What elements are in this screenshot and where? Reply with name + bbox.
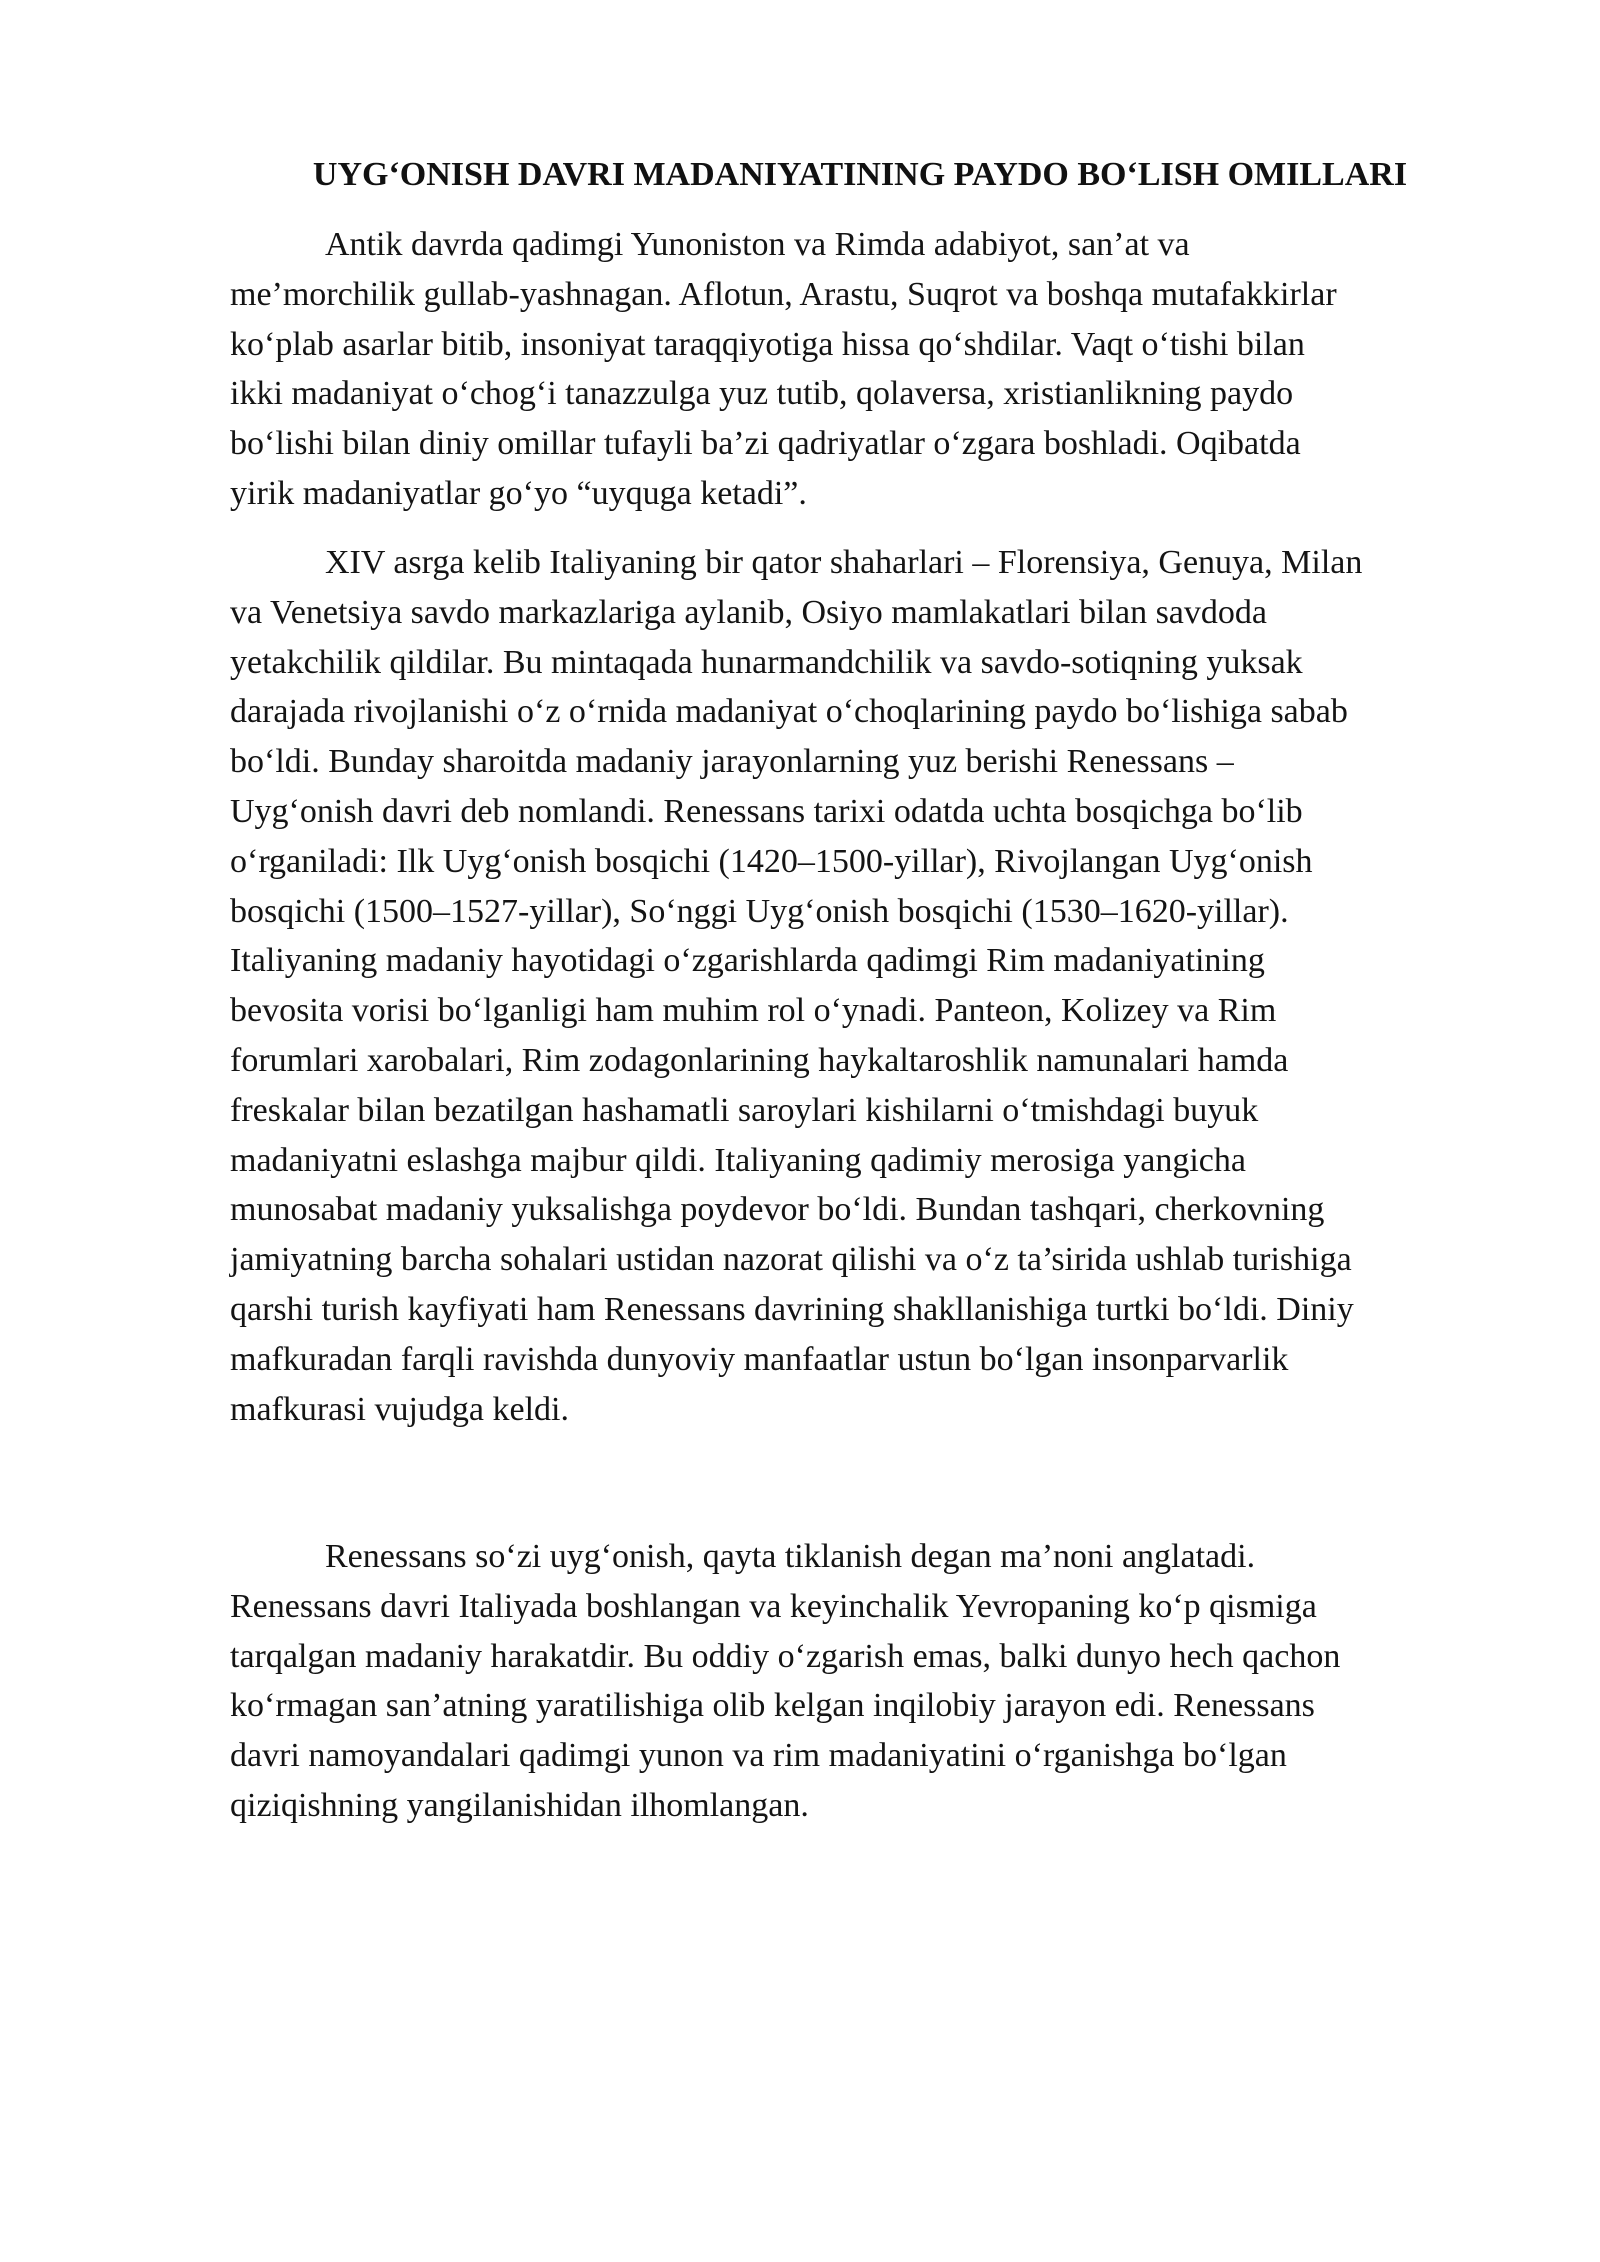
paragraph-line: ikki madaniyat o‘chog‘i tanazzulga yuz tutib, qolaversa, xristianlikning paydo	[230, 375, 1294, 413]
paragraph-line: bosqichi (1500–1527-yillar), So‘nggi Uyg‘onish bosqichi (1530–1620-yillar).	[230, 892, 1289, 930]
paragraph-line: yetakchilik qildilar. Bu mintaqada hunarmandchilik va savdo-sotiqning yuksak	[230, 643, 1303, 681]
paragraph-renaissance-meaning	[230, 1532, 1490, 1831]
paragraph-italy	[230, 538, 1490, 1434]
paragraph-line: tarqalgan madaniy harakatdir. Bu oddiy o‘zgarish emas, balki dunyo hech qachon	[230, 1637, 1341, 1675]
paragraph-line: qiziqishning yangilanishidan ilhomlangan.	[230, 1786, 809, 1824]
paragraph-line: ko‘plab asarlar bitib, insoniyat taraqqiyotiga hissa qo‘shdilar. Vaqt o‘tishi bilan	[230, 325, 1305, 363]
paragraph-line: XIV asrga kelib Italiyaning bir qator shaharlari – Florensiya, Genuya, Milan	[325, 544, 1363, 581]
paragraph-line: darajada rivojlanishi o‘z o‘rnida madaniyat o‘choqlarining paydo bo‘lishiga sabab	[230, 693, 1348, 731]
paragraph-line: Renessans so‘zi uyg‘onish, qayta tiklanish degan ma’noni anglatadi.	[325, 1538, 1256, 1575]
paragraph-line: qarshi turish kayfiyati ham Renessans davrining shakllanishiga turtki bo‘ldi. Diniy	[230, 1290, 1354, 1328]
paragraph-line: bo‘ldi. Bunday sharoitda madaniy jarayonlarning yuz berishi Renessans –	[230, 743, 1234, 781]
document-title: UYG‘ONISH DAVRI MADANIYATINING PAYDO BO‘LISH OMILLARI	[312, 156, 1408, 193]
paragraph-line: Italiyaning madaniy hayotidagi o‘zgarishlarda qadimgi Rim madaniyatining	[230, 942, 1265, 980]
paragraph-antiquity	[230, 220, 1490, 519]
paragraph-line: va Venetsiya savdo markazlariga aylanib, Osiyo mamlakatlari bilan savdoda	[230, 593, 1267, 631]
paragraph-line: ko‘rmagan san’atning yaratilishiga olib kelgan inqilobiy jarayon edi. Renessans	[230, 1687, 1315, 1725]
paragraph-line: forumlari xarobalari, Rim zodagonlarining haykaltaroshlik namunalari hamda	[230, 1041, 1289, 1079]
paragraph-line: Antik davrda qadimgi Yunoniston va Rimda adabiyot, san’at va	[325, 226, 1190, 263]
paragraph-line: bevosita vorisi bo‘lganligi ham muhim rol o‘ynadi. Panteon, Kolizey va Rim	[230, 992, 1277, 1030]
paragraph-line: mafkurasi vujudga keldi.	[230, 1390, 569, 1428]
paragraph-line: Renessans davri Italiyada boshlangan va keyinchalik Yevropaning ko‘p qismiga	[230, 1587, 1317, 1625]
paragraph-line: o‘rganiladi: Ilk Uyg‘onish bosqichi (1420–1500-yillar), Rivojlangan Uyg‘onish	[230, 842, 1313, 880]
paragraph-line: mafkuradan farqli ravishda dunyoviy manfaatlar ustun bo‘lgan insonparvarlik	[230, 1340, 1289, 1378]
paragraph-line: madaniyatni eslashga majbur qildi. Italiyaning qadimiy merosiga yangicha	[230, 1141, 1246, 1179]
paragraph-line: davri namoyandalari qadimgi yunon va rim madaniyatini o‘rganishga bo‘lgan	[230, 1737, 1287, 1775]
paragraph-line: Uyg‘onish davri deb nomlandi. Renessans tarixi odatda uchta bosqichga bo‘lib	[230, 792, 1303, 830]
paragraph-line: freskalar bilan bezatilgan hashamatli saroylari kishilarni o‘tmishdagi buyuk	[230, 1091, 1259, 1129]
paragraph-line: yirik madaniyatlar go‘yo “uyquga ketadi”.	[230, 474, 807, 512]
paragraph-line: munosabat madaniy yuksalishga poydevor bo‘ldi. Bundan tashqari, cherkovning	[230, 1191, 1325, 1229]
paragraph-line: jamiyatning barcha sohalari ustidan nazorat qilishi va o‘z ta’sirida ushlab turishiga	[230, 1241, 1352, 1279]
paragraph-line: bo‘lishi bilan diniy omillar tufayli ba’zi qadriyatlar o‘zgara boshladi. Oqibatda	[230, 425, 1301, 463]
paragraph-line: me’morchilik gullab-yashnagan. Aflotun, Arastu, Suqrot va boshqa mutafakkirlar	[230, 275, 1337, 313]
